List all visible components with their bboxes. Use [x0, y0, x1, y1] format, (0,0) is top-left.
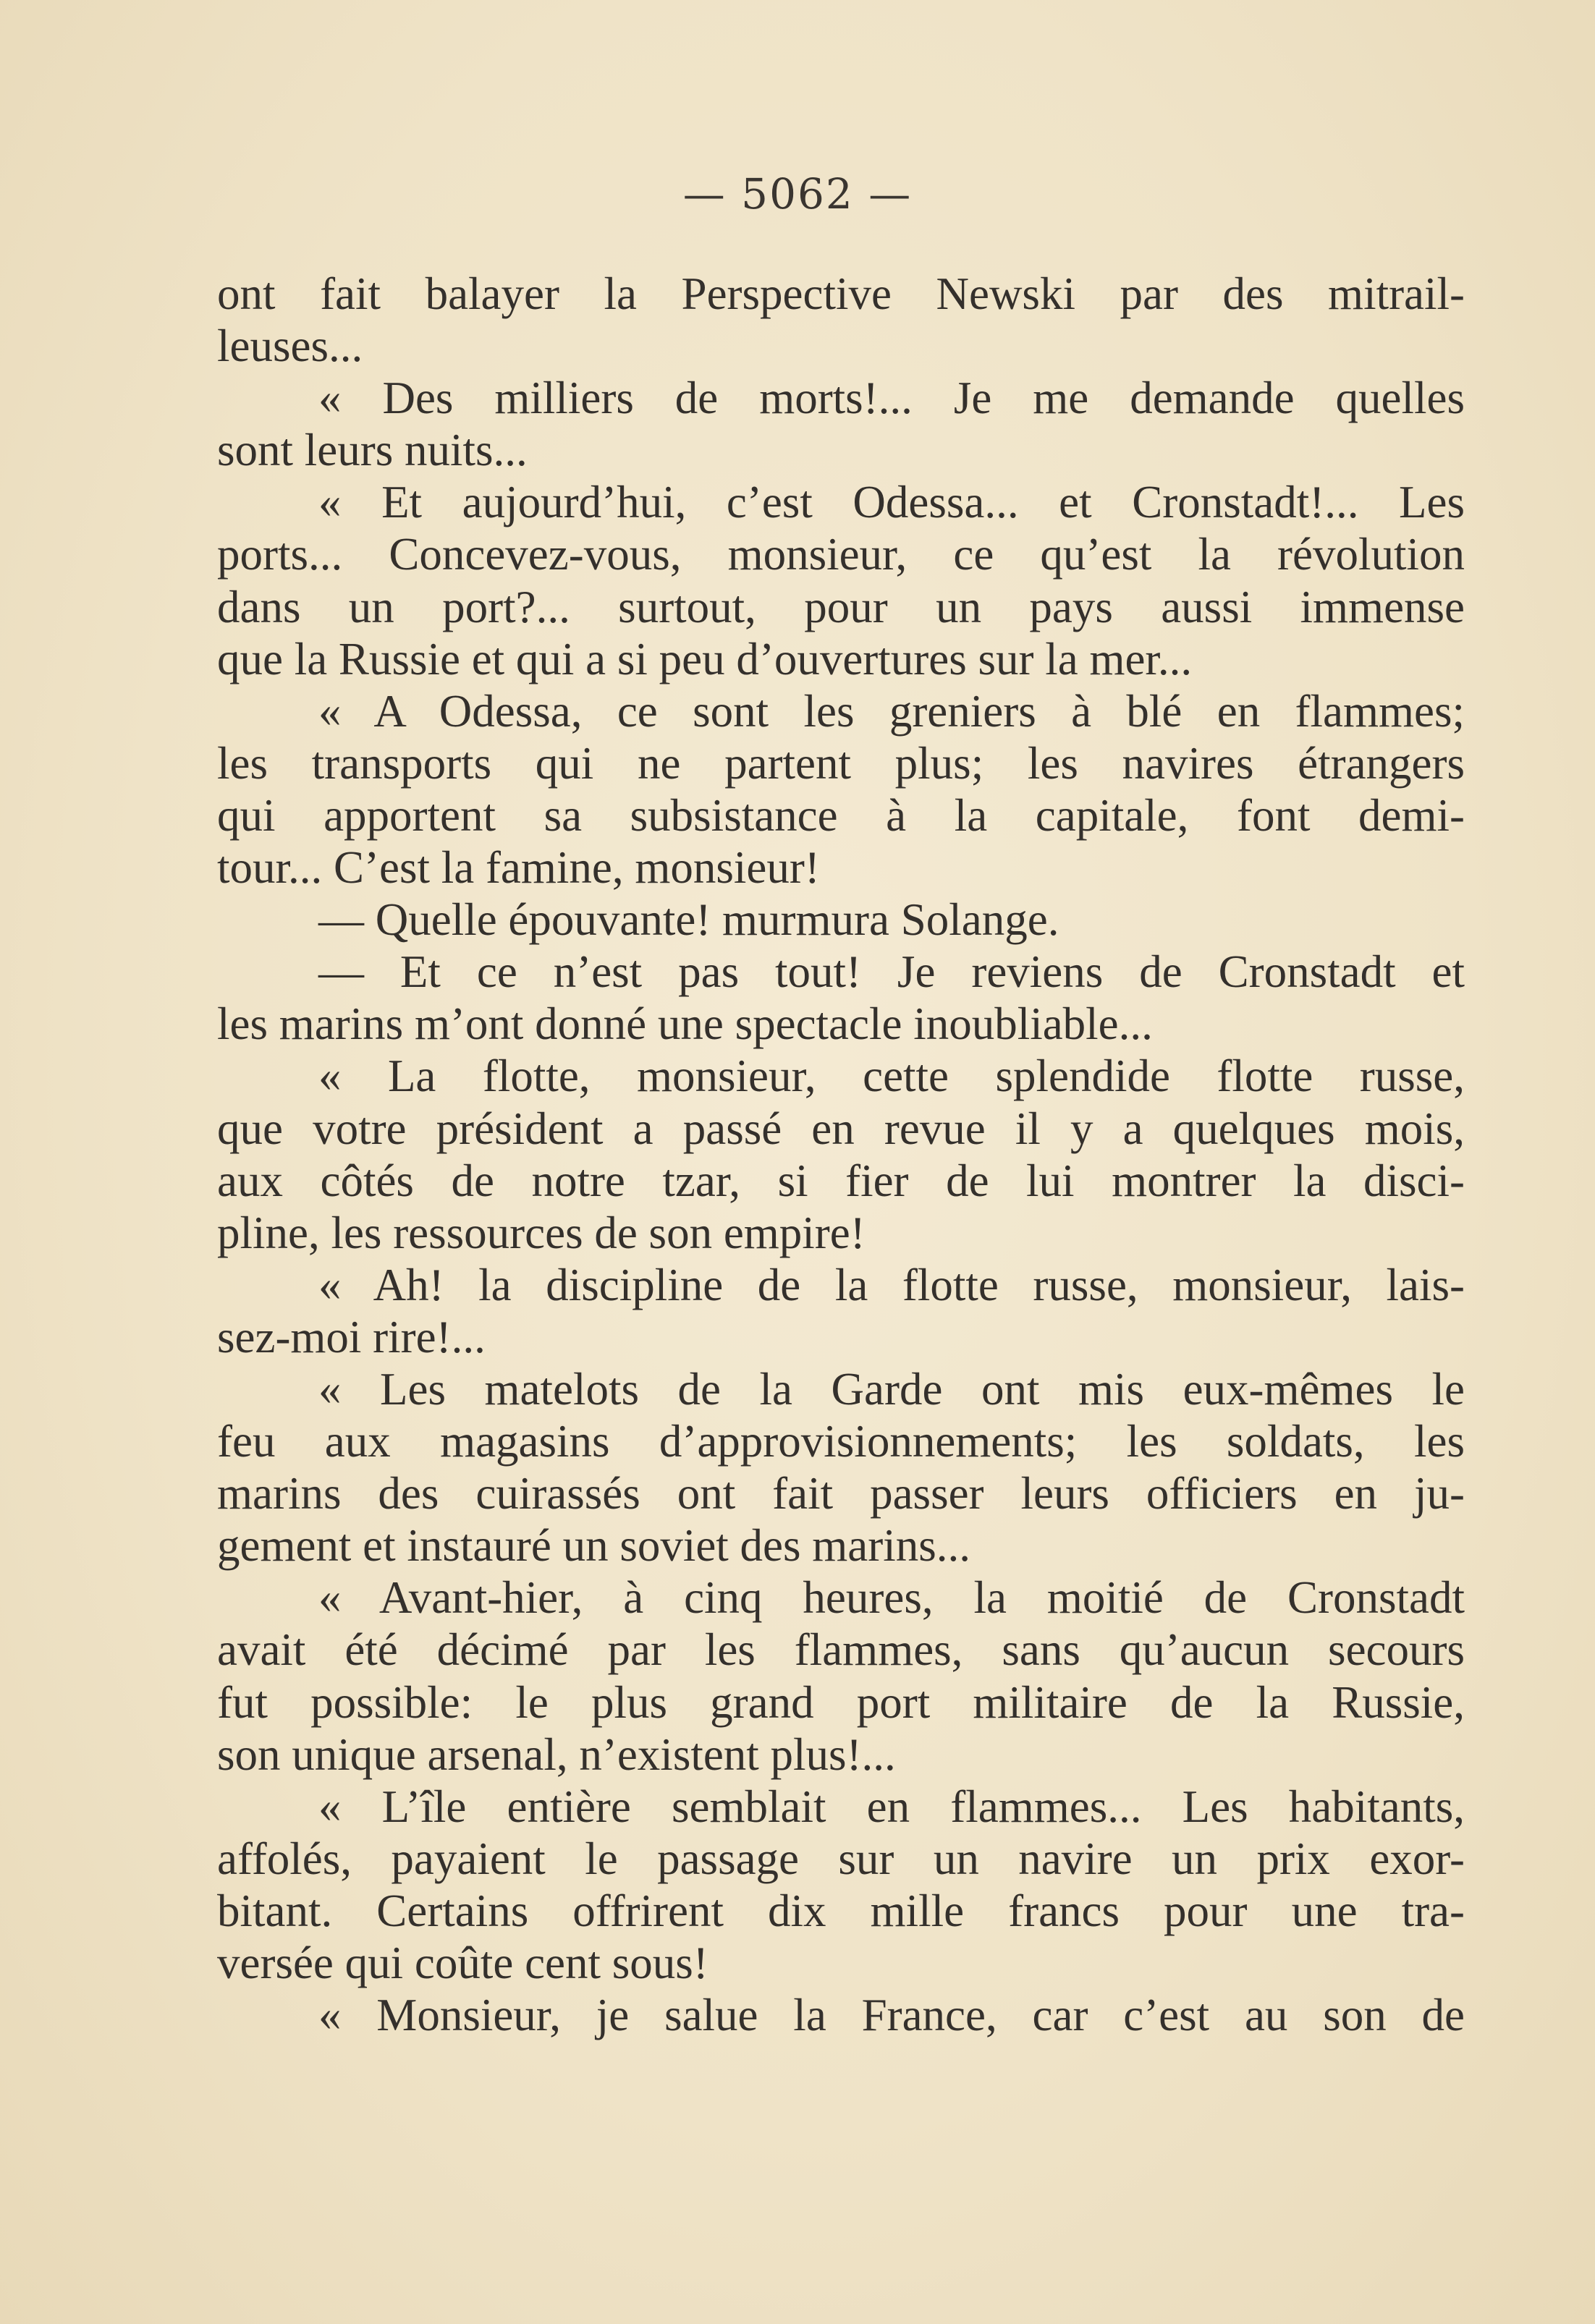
text-line: « A Odessa, ce sont les greniers à blé en flammes; — [318, 685, 1465, 737]
text-line: dans un port?... surtout, pour un pays aussi immense — [217, 581, 1465, 632]
text-line: — Quelle épouvante! murmura Solange. — [318, 894, 1059, 946]
text-line: bitant. Certains offrirent dix mille francs pour une tra- — [217, 1885, 1465, 1936]
text-line: versée qui coûte cent sous! — [217, 1938, 708, 1988]
text-line: fut possible: le plus grand port militaire de la Russie, — [217, 1676, 1465, 1728]
text-line: « Des milliers de morts!... Je me demande quelles — [318, 373, 1465, 424]
text-line: sont leurs nuits... — [217, 425, 528, 476]
text-line: leuses... — [217, 321, 363, 372]
text-line: « Avant-hier, à cinq heures, la moitié de Cronstadt — [318, 1572, 1465, 1624]
text-line: son unique arsenal, n’existent plus!... — [217, 1729, 896, 1780]
text-line: « Et aujourd’hui, c’est Odessa... et Cronstadt!... Les — [318, 477, 1465, 528]
text-line: tour... C’est la famine, monsieur! — [217, 842, 820, 894]
text-line: — Et ce n’est pas tout! Je reviens de Cronstadt et — [318, 946, 1465, 998]
text-line: « Monsieur, je salue la France, car c’est au son de — [318, 1990, 1465, 2041]
text-line: « Ah! la discipline de la flotte russe, monsieur, lais- — [318, 1259, 1465, 1310]
text-line: sez-moi rire!... — [217, 1311, 486, 1362]
text-line: aux côtés de notre tzar, si fier de lui montrer la disci- — [217, 1155, 1465, 1206]
text-line: affolés, payaient le passage sur un navire un prix exor- — [217, 1833, 1465, 1884]
text-line: les transports qui ne partent plus; les navires étrangers — [217, 737, 1465, 789]
page-text — [217, 268, 1465, 2041]
text-line: ports... Concevez-vous, monsieur, ce qu’est la révolution — [217, 529, 1465, 580]
text-line: feu aux magasins d’approvisionnements; les soldats, les — [217, 1416, 1465, 1467]
text-line: « La flotte, monsieur, cette splendide flotte russe, — [318, 1051, 1465, 1102]
text-line: « Les matelots de la Garde ont mis eux-mêmes le — [318, 1363, 1465, 1415]
text-line: ont fait balayer la Perspective Newski par des mitrail- — [217, 268, 1465, 319]
text-line: pline, les ressources de son empire! — [217, 1207, 866, 1258]
text-line: qui apportent sa subsistance à la capitale, font demi- — [217, 789, 1465, 841]
text-line: gement et instauré un soviet des marins... — [217, 1520, 971, 1572]
text-line: avait été décimé par les flammes, sans qu’aucun secours — [217, 1624, 1465, 1676]
text-line: marins des cuirassés ont fait passer leurs officiers en ju- — [217, 1468, 1465, 1519]
text-line: que votre président a passé en revue il y a quelques mois, — [217, 1103, 1465, 1154]
page-number: — 5062 — — [682, 169, 913, 219]
text-line: « L’île entière semblait en flammes... Les habitants, — [318, 1781, 1465, 1832]
text-line: les marins m’ont donné une spectacle inoubliable... — [217, 998, 1153, 1050]
text-line: que la Russie et qui a si peu d’ouvertures sur la mer... — [217, 633, 1193, 684]
